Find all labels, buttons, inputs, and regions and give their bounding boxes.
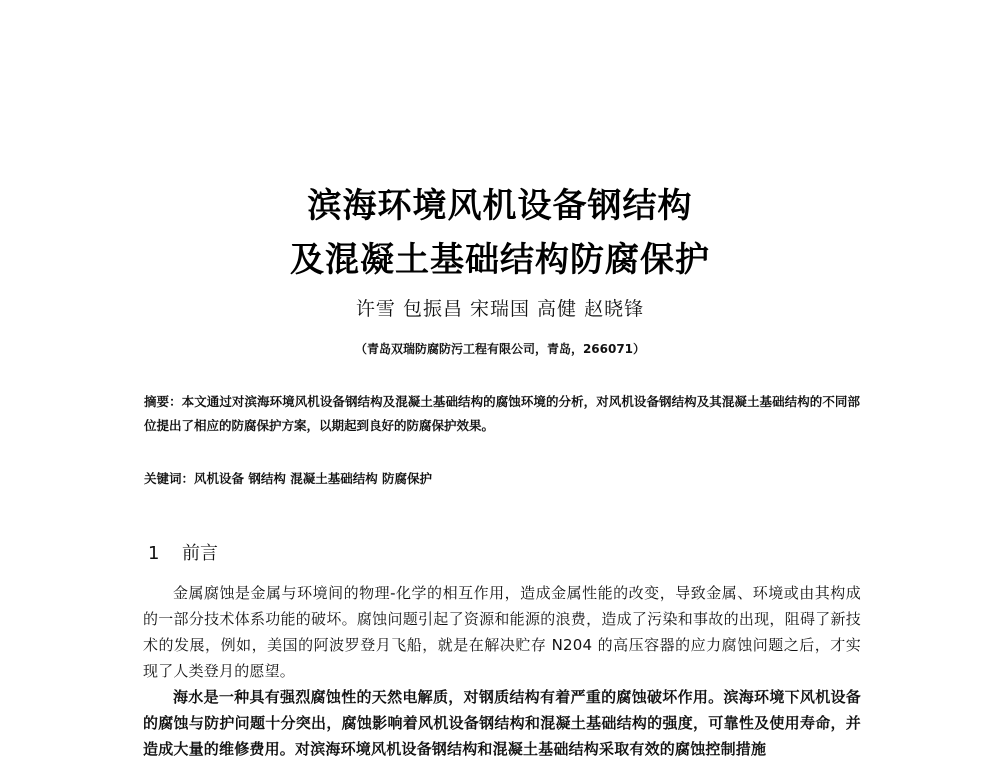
body-paragraph: 海水是一种具有强烈腐蚀性的天然电解质，对钢质结构有着严重的腐蚀破坏作用。滨海环境下风机设备的腐蚀与防护问题十分突出，腐蚀影响着风机设备钢结构和混凝土基础结构的强度，可靠性及使用寿命，并造成大量的维修费用。对滨海环境风机设备钢结构和混凝土基础结构采取有效的腐蚀控制措施: [143, 688, 861, 758]
author-affiliation: （青岛双瑞防腐防污工程有限公司，青岛，266071）: [354, 342, 646, 356]
paper-title-line-1: 滨海环境风机设备钢结构: [307, 186, 693, 226]
body-paragraph: 金属腐蚀是金属与环境间的物理-化学的相互作用，造成金属性能的改变，导致金属、环境或由其构成的一部分技术体系功能的破坏。腐蚀问题引起了资源和能源的浪费，造成了污染和事故的出现，阻碍了新技术的发展，例如，美国的阿波罗登月飞船，就是在解决贮存 N204 的高压容器的应力腐蚀问题之后，才实现了人类登月的愿望。: [143, 584, 861, 680]
paper-title-line-2: 及混凝土基础结构防腐保护: [290, 240, 710, 280]
section-heading: [148, 541, 218, 567]
abstract: 摘要：本文通过对滨海环境风机设备钢结构及混凝土基础结构的腐蚀环境的分析，对风机设备钢结构及其混凝土基础结构的不同部位提出了相应的防腐保护方案，以期起到良好的防腐保护效果。: [144, 394, 860, 433]
keywords: 关键词：风机设备 钢结构 混凝土基础结构 防腐保护: [144, 471, 433, 486]
author-list: 许雪 包振昌 宋瑞国 高健 赵晓锋: [355, 298, 645, 320]
section-number: 1: [148, 543, 160, 564]
body-text: [143, 580, 861, 762]
section-title: 前言: [182, 543, 218, 564]
